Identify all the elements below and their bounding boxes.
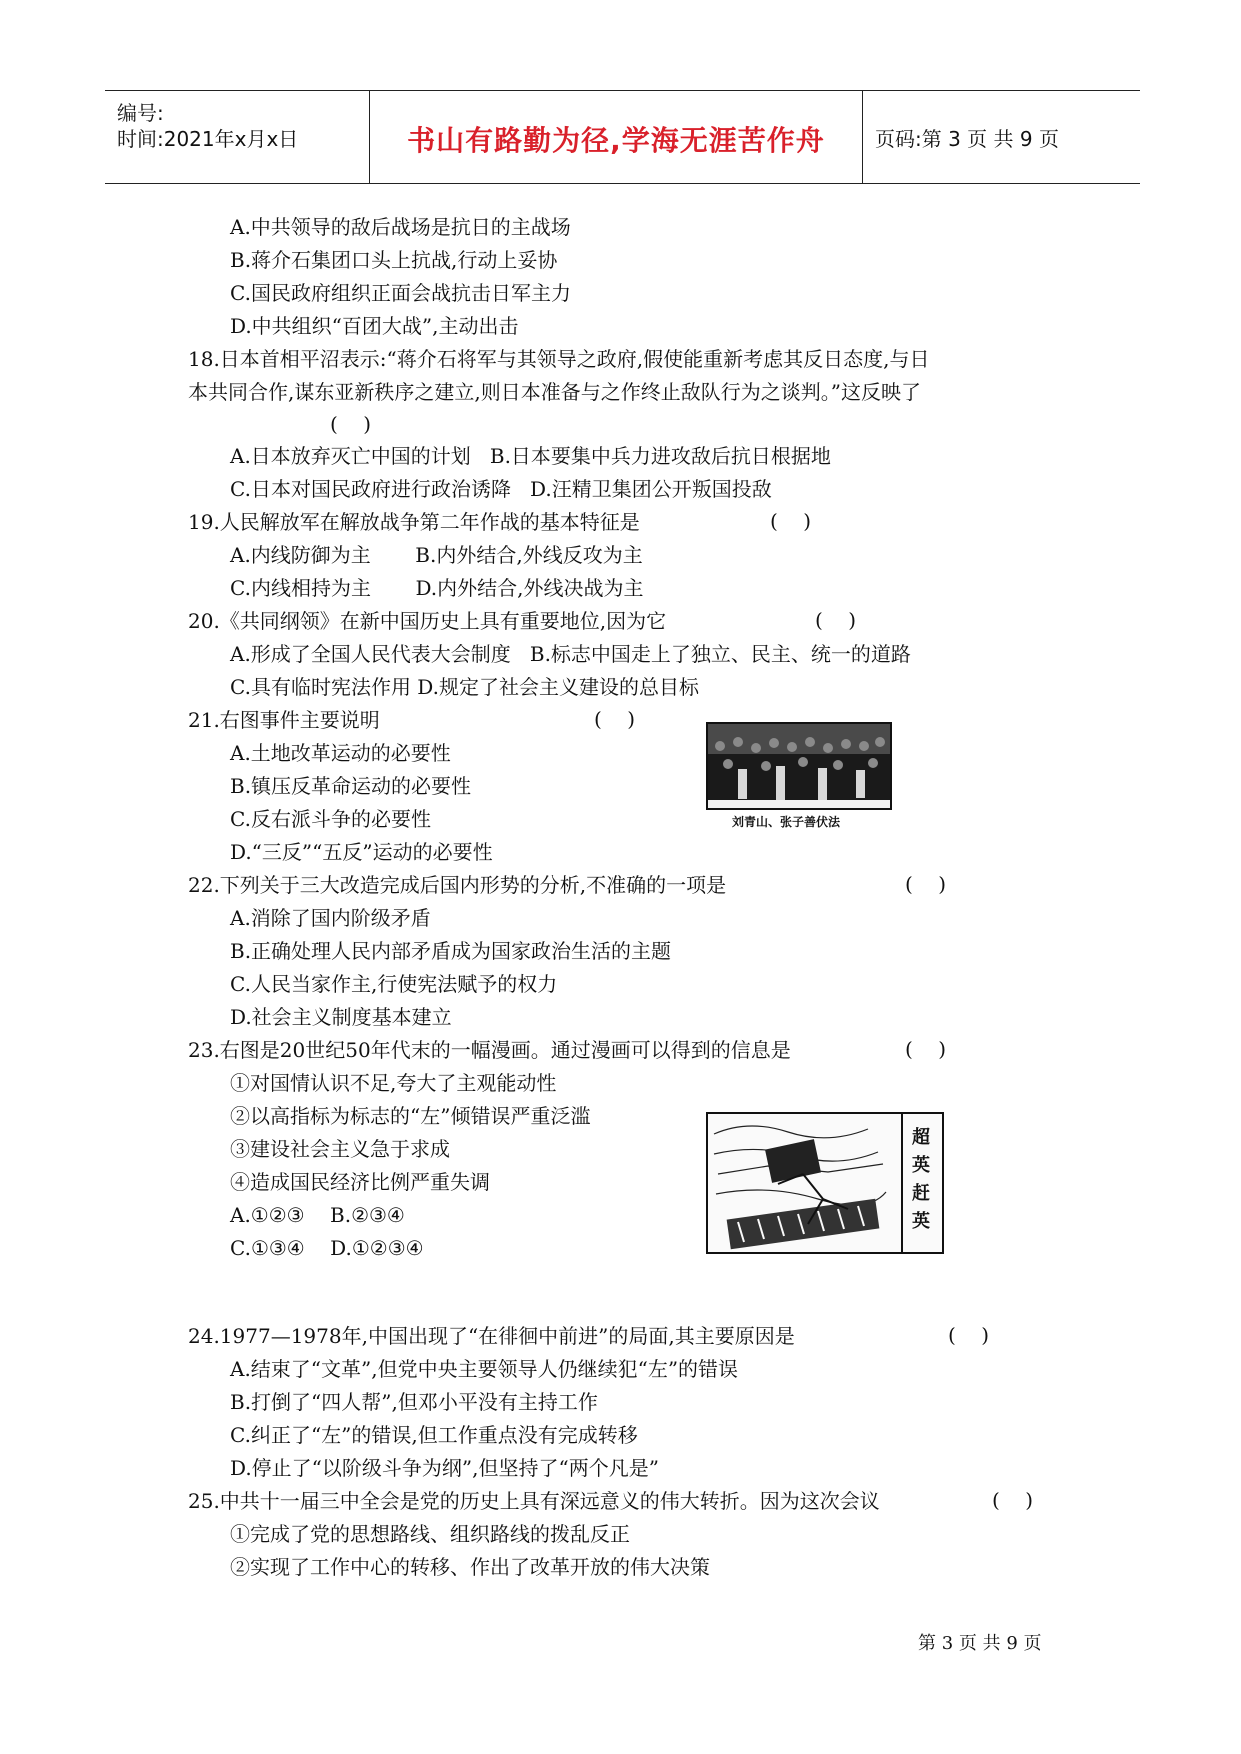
question-21-option-b: B.镇压反革命运动的必要性 — [230, 774, 472, 798]
serial-label: 编号: — [117, 101, 164, 125]
header-middle-cell — [370, 91, 863, 183]
question-21-option-d: D.“三反”“五反”运动的必要性 — [230, 840, 493, 864]
question-21-option-a: A.土地改革运动的必要性 — [230, 741, 451, 765]
question-24-option-b: B.打倒了“四人帮”,但邓小平没有主持工作 — [230, 1390, 598, 1414]
question-18-options-cd: C.日本对国民政府进行政治诱降 D.汪精卫集团公开叛国投敌 — [230, 477, 772, 501]
question-19-options-ab: A.内线防御为主 B.内外结合,外线反攻为主 — [230, 543, 643, 567]
question-25-statement-2: ②实现了工作中心的转移、作出了改革开放的伟大决策 — [230, 1555, 710, 1579]
question-20-options-cd: C.具有临时宪法作用 D.规定了社会主义建设的总目标 — [230, 675, 699, 699]
question-23-answer-blank: ( ) — [905, 1037, 947, 1061]
question-24-stem: 24.1977—1978年,中国出现了“在徘徊中前进”的局面,其主要原因是 — [188, 1324, 795, 1348]
question-24-answer-blank: ( ) — [948, 1323, 990, 1347]
question-18-answer-blank: ( ) — [330, 412, 372, 436]
cartoon-title: 超英赶英 — [912, 1127, 930, 1232]
leap-forward-cartoon — [706, 1112, 944, 1254]
question-20-options-ab: A.形成了全国人民代表大会制度 B.标志中国走上了独立、民主、统一的道路 — [230, 642, 911, 666]
question-23-statement-2: ②以高指标为标志的“左”倾错误严重泛滥 — [230, 1104, 591, 1128]
question-20-stem: 20.《共同纲领》在新中国历史上具有重要地位,因为它 — [188, 609, 667, 633]
question-22-option-a: A.消除了国内阶级矛盾 — [230, 906, 431, 930]
question-24-option-a: A.结束了“文革”,但党中央主要领导人仍继续犯“左”的错误 — [230, 1357, 739, 1381]
question-19-answer-blank: ( ) — [770, 509, 812, 533]
question-20-answer-blank: ( ) — [815, 608, 857, 632]
question-22-option-d: D.社会主义制度基本建立 — [230, 1005, 452, 1029]
header-right-cell — [863, 91, 1140, 183]
execution-photo — [706, 722, 892, 810]
question-17-option-c: C.国民政府组织正面会战抗击日军主力 — [230, 281, 571, 305]
question-19-stem: 19.人民解放军在解放战争第二年作战的基本特征是 — [188, 510, 640, 534]
question-24-option-d: D.停止了“以阶级斗争为纲”,但坚持了“两个凡是” — [230, 1456, 659, 1480]
photo-caption: 刘青山、张子善伏法 — [732, 815, 841, 829]
question-22-option-b: B.正确处理人民内部矛盾成为国家政治生活的主题 — [230, 939, 672, 963]
question-18-stem: 18.日本首相平沼表示:“蒋介石将军与其领导之政府,假使能重新考虑其反日态度,与日 — [188, 347, 930, 371]
header-left-cell — [105, 91, 370, 183]
question-17-option-b: B.蒋介石集团口头上抗战,行动上妥协 — [230, 248, 558, 272]
question-23-statement-1: ①对国情认识不足,夸大了主观能动性 — [230, 1071, 557, 1095]
question-23-stem: 23.右图是20世纪50年代末的一幅漫画。通过漫画可以得到的信息是 — [188, 1038, 791, 1062]
question-17-option-a: A.中共领导的敌后战场是抗日的主战场 — [230, 215, 571, 239]
question-23-statement-3: ③建设社会主义急于求成 — [230, 1137, 450, 1161]
question-21-stem: 21.右图事件主要说明 — [188, 708, 380, 732]
question-21-option-c: C.反右派斗争的必要性 — [230, 807, 431, 831]
question-24-option-c: C.纠正了“左”的错误,但工作重点没有完成转移 — [230, 1423, 638, 1447]
question-22-stem: 22.下列关于三大改造完成后国内形势的分析,不准确的一项是 — [188, 873, 727, 897]
question-19-options-cd: C.内线相持为主 D.内外结合,外线决战为主 — [230, 576, 644, 600]
question-25-answer-blank: ( ) — [992, 1488, 1034, 1512]
question-23-options-ab: A.①②③ B.②③④ — [230, 1203, 405, 1227]
question-23-statement-4: ④造成国民经济比例严重失调 — [230, 1170, 490, 1194]
page-footer: 第 3 页 共 9 页 — [918, 1633, 1042, 1654]
question-18-options-ab: A.日本放弃灭亡中国的计划 B.日本要集中兵力进攻敌后抗日根据地 — [230, 444, 831, 468]
page-header — [105, 90, 1140, 184]
question-22-option-c: C.人民当家作主,行使宪法赋予的权力 — [230, 972, 558, 996]
header-motto: 书山有路勤为径,学海无涯苦作舟 — [407, 124, 825, 157]
question-25-statement-1: ①完成了党的思想路线、组织路线的拨乱反正 — [230, 1522, 630, 1546]
question-25-stem: 25.中共十一届三中全会是党的历史上具有深远意义的伟大转折。因为这次会议 — [188, 1489, 880, 1513]
question-18-stem-continued: 本共同合作,谋东亚新秩序之建立,则日本准备与之作终止敌队行为之谈判。”这反映了 — [188, 380, 921, 404]
question-21-answer-blank: ( ) — [594, 707, 636, 731]
question-17-option-d: D.中共组织“百团大战”,主动出击 — [230, 314, 519, 338]
time-label: 时间:2021年x月x日 — [117, 127, 299, 151]
page-number-label: 页码:第 3 页 共 9 页 — [875, 127, 1059, 151]
question-22-answer-blank: ( ) — [905, 872, 947, 896]
question-23-options-cd: C.①③④ D.①②③④ — [230, 1236, 424, 1260]
